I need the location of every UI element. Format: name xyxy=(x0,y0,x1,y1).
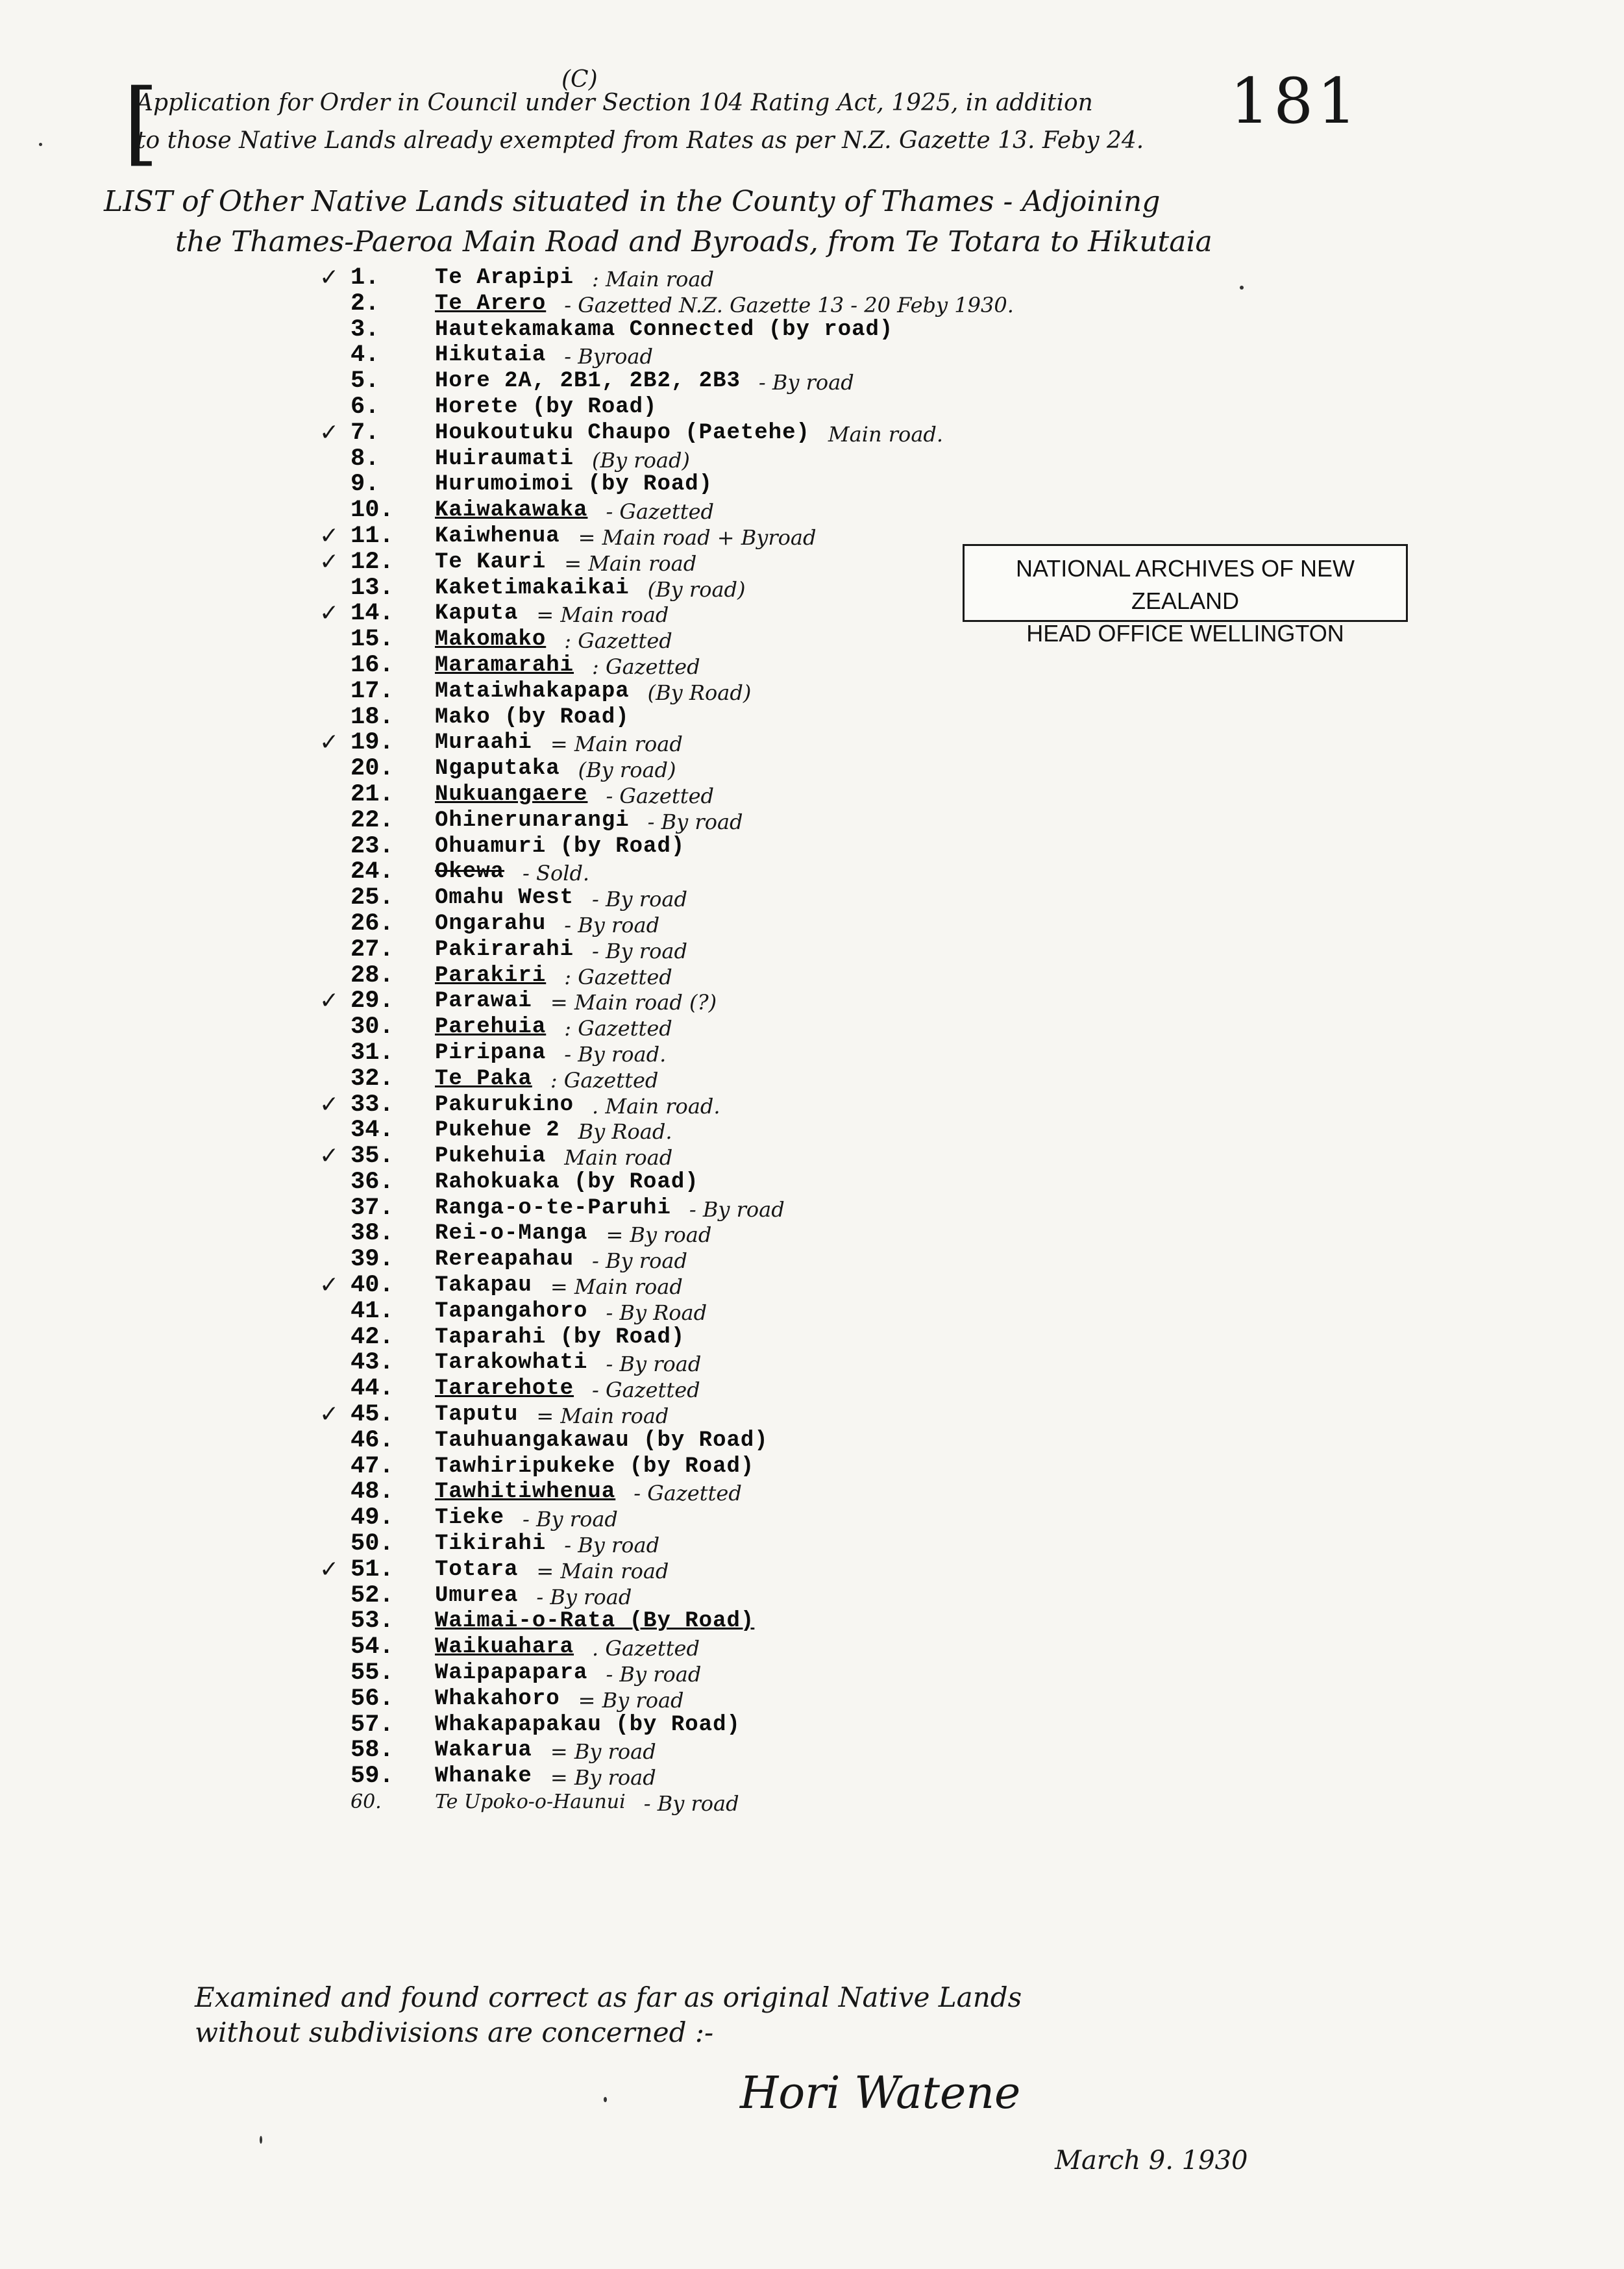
land-name: Te Kauri xyxy=(435,549,547,575)
land-name: Waikuahara xyxy=(435,1635,574,1660)
land-name: Mataiwhakapapa xyxy=(435,678,630,704)
entry-number: 15. xyxy=(351,626,394,654)
entry-number: 33. xyxy=(351,1091,394,1119)
entry-number: 13. xyxy=(351,574,394,602)
entry-number: 48. xyxy=(351,1478,394,1506)
road-note: (By road) xyxy=(647,577,746,602)
road-note: = By road xyxy=(606,1222,712,1248)
signature-date: March 9. 1930 xyxy=(1055,2146,1248,2176)
land-name: Wakarua xyxy=(435,1738,532,1763)
land-name: Ohinerunarangi xyxy=(435,808,630,833)
entry-number: 27. xyxy=(351,936,394,963)
list-item xyxy=(325,368,1298,394)
list-item xyxy=(325,704,1298,730)
list-item xyxy=(325,808,1298,834)
list-item xyxy=(325,859,1298,885)
entry-number: 18. xyxy=(351,703,394,731)
list-item xyxy=(325,1583,1298,1609)
list-item xyxy=(319,1143,1298,1171)
road-note: (By Road) xyxy=(647,680,752,705)
scan-speck xyxy=(604,2097,607,2102)
entry-number: 22. xyxy=(351,806,394,834)
list-item xyxy=(325,1040,1298,1066)
road-note: - Sold. xyxy=(523,861,590,886)
entry-number: 50. xyxy=(351,1530,394,1558)
road-note: - By road xyxy=(689,1196,785,1222)
header-note-line: Application for Order in Council under Section 104 Rating Act, 1925, in addition xyxy=(136,90,1093,116)
land-name: Tieke xyxy=(435,1506,505,1531)
entry-number: 46. xyxy=(351,1426,394,1454)
bracket-mark: [ xyxy=(123,70,159,176)
list-item xyxy=(319,522,1298,550)
road-note: (By road) xyxy=(578,758,676,783)
scan-speck xyxy=(39,143,42,146)
road-note: . Main road. xyxy=(592,1093,720,1119)
entry-number: 40. xyxy=(351,1272,394,1300)
land-name: Kaputa xyxy=(435,601,519,626)
title-line: LIST of Other Native Lands situated in the County of Thames - Adjoining xyxy=(104,185,1161,218)
road-note: - By Road xyxy=(606,1300,707,1325)
list-item xyxy=(319,987,1298,1015)
list-item xyxy=(319,1272,1298,1300)
road-note: : Gazetted xyxy=(564,964,672,989)
road-note: - By road xyxy=(523,1507,618,1532)
entry-number: 9. xyxy=(351,471,380,499)
entry-number: 3. xyxy=(351,316,380,343)
land-name: Tarakowhati xyxy=(435,1350,588,1376)
road-note: = Main road xyxy=(550,1274,683,1300)
entry-number: 19. xyxy=(351,729,394,757)
list-item xyxy=(325,1246,1298,1272)
entry-number: 8. xyxy=(351,445,380,473)
land-name: Te Arapipi xyxy=(435,266,574,290)
header-note-line: to those Native Lands already exempted from Rates as per N.Z. Gazette 13. Feby 24. xyxy=(136,127,1144,154)
check-mark: ✓ xyxy=(319,548,339,575)
list-item xyxy=(325,963,1298,989)
list-item xyxy=(325,446,1298,472)
entry-number: 38. xyxy=(351,1220,394,1248)
entry-number: 32. xyxy=(351,1065,394,1093)
check-mark: ✓ xyxy=(319,1143,339,1170)
land-name: Ngaputaka xyxy=(435,756,560,782)
entry-number: 36. xyxy=(351,1168,394,1196)
road-note: . Gazetted xyxy=(592,1636,700,1661)
list-item xyxy=(325,678,1298,704)
entry-number: 21. xyxy=(351,780,394,808)
entry-number: 60. xyxy=(351,1791,382,1814)
road-note: = Main road xyxy=(536,602,669,628)
road-note: - By road xyxy=(758,370,854,395)
land-name: Parakiri xyxy=(435,963,547,988)
road-note: - Gazetted xyxy=(634,1481,742,1506)
entry-number: 56. xyxy=(351,1685,394,1713)
land-name: Waipapapara xyxy=(435,1661,588,1686)
land-name: Taparahi (by Road) xyxy=(435,1324,685,1350)
land-name: Te Arero xyxy=(435,291,547,316)
page-number: 181 xyxy=(1230,65,1361,138)
land-name: Muraahi xyxy=(435,730,532,756)
stamp-line: HEAD OFFICE WELLINGTON xyxy=(1026,620,1344,647)
land-name: Tawhitiwhenua xyxy=(435,1480,616,1505)
road-note: : Gazetted xyxy=(564,1016,672,1041)
road-note: - By road xyxy=(643,1791,739,1816)
land-name: Omahu West xyxy=(435,886,574,911)
entry-number: 1. xyxy=(351,264,380,291)
entry-number: 30. xyxy=(351,1013,394,1041)
road-note: Main road xyxy=(564,1145,673,1171)
entry-number: 16. xyxy=(351,651,394,679)
header-letter: (C) xyxy=(561,66,598,93)
road-note: - Gazetted xyxy=(606,783,714,808)
entry-number: 14. xyxy=(351,600,394,628)
road-note: - By road xyxy=(564,912,660,937)
land-name: Kaiwhenua xyxy=(435,523,560,549)
road-note: = Main road + Byroad xyxy=(578,525,817,550)
entry-number: 31. xyxy=(351,1039,394,1067)
list-item xyxy=(319,1091,1298,1119)
list-item xyxy=(325,756,1298,782)
land-name: Ohuamuri (by Road) xyxy=(435,834,685,859)
entry-number: 6. xyxy=(351,393,380,421)
road-note: : Gazetted xyxy=(550,1067,659,1093)
land-name: Totara xyxy=(435,1557,519,1582)
land-name: Pukehue 2 xyxy=(435,1118,560,1143)
land-name: Tauhuangakawau (by Road) xyxy=(435,1428,769,1453)
road-note: - By road xyxy=(647,809,743,834)
list-item xyxy=(319,729,1298,757)
entry-number: 39. xyxy=(351,1246,394,1274)
entry-number: 7. xyxy=(351,419,380,447)
land-name: Kaketimakaikai xyxy=(435,575,630,601)
list-item xyxy=(319,264,1298,291)
list-item xyxy=(319,419,1298,447)
entry-number: 43. xyxy=(351,1349,394,1377)
road-note: By Road. xyxy=(578,1119,672,1145)
check-mark: ✓ xyxy=(319,987,339,1015)
list-item xyxy=(325,1350,1298,1376)
entry-number: 34. xyxy=(351,1117,394,1145)
land-name: Rereapahau xyxy=(435,1247,574,1272)
land-name: Hurumoimoi (by Road) xyxy=(435,472,713,497)
list-item xyxy=(319,548,1298,576)
land-name: Te Upoko-o-Haunui xyxy=(435,1791,626,1814)
list-item xyxy=(325,1608,1298,1634)
list-item xyxy=(325,342,1298,368)
entry-number: 20. xyxy=(351,755,394,783)
land-list xyxy=(319,264,1298,1816)
list-item xyxy=(325,911,1298,937)
entry-number: 11. xyxy=(351,522,394,550)
road-note: = By road xyxy=(578,1687,684,1713)
entry-number: 42. xyxy=(351,1323,394,1351)
entry-number: 5. xyxy=(351,367,380,395)
road-note: - By road xyxy=(606,1352,702,1377)
entry-number: 12. xyxy=(351,548,394,576)
check-mark: ✓ xyxy=(319,419,339,446)
land-name: Ranga-o-te-Paruhi xyxy=(435,1195,671,1221)
land-name: Parehuia xyxy=(435,1015,547,1040)
signature: Hori Watene xyxy=(740,2068,1021,2119)
entry-number: 24. xyxy=(351,858,394,886)
road-note: - By road xyxy=(592,1248,687,1274)
entry-number: 45. xyxy=(351,1401,394,1429)
land-name: Kaiwakawaka xyxy=(435,498,588,523)
list-item xyxy=(325,1376,1298,1402)
check-mark: ✓ xyxy=(319,1091,339,1118)
list-item xyxy=(325,1195,1298,1221)
entry-number: 41. xyxy=(351,1297,394,1325)
entry-number: 29. xyxy=(351,987,394,1015)
road-note: = Main road xyxy=(550,732,683,757)
list-item xyxy=(325,1454,1298,1480)
entry-number: 23. xyxy=(351,832,394,860)
entry-number: 17. xyxy=(351,677,394,705)
entry-number: 57. xyxy=(351,1711,394,1739)
land-name: Mako (by Road) xyxy=(435,704,630,730)
title-line: the Thames-Paeroa Main Road and Byroads, from Te Totara to Hikutaia xyxy=(175,225,1212,258)
land-name: Waimai-o-Rata (By Road) xyxy=(435,1609,755,1634)
road-note: : Main road xyxy=(592,267,714,291)
road-note: = Main road xyxy=(536,1558,669,1583)
check-mark: ✓ xyxy=(319,729,339,756)
entry-number: 26. xyxy=(351,910,394,937)
land-name: Houkoutuku Chaupo (Paetehe) xyxy=(435,420,810,445)
road-note: - By road xyxy=(592,938,687,963)
road-note: = By road xyxy=(550,1765,656,1791)
road-note: = Main road xyxy=(536,1404,669,1429)
entry-number: 59. xyxy=(351,1763,394,1791)
land-name: Whakapapakau (by Road) xyxy=(435,1712,741,1737)
road-note: - Gazetted xyxy=(592,1378,700,1403)
entry-number: 4. xyxy=(351,341,380,369)
land-name: Whanake xyxy=(435,1764,532,1789)
land-name: Maramarahi xyxy=(435,652,574,678)
road-note: : Gazetted xyxy=(564,628,672,654)
list-title xyxy=(104,182,1285,262)
land-name: Taputu xyxy=(435,1402,519,1428)
land-name: Tararehote xyxy=(435,1376,574,1402)
list-item xyxy=(325,394,1298,420)
list-item xyxy=(325,1531,1298,1557)
road-note: : Gazetted xyxy=(592,654,700,679)
list-item xyxy=(325,1505,1298,1531)
road-note: (By road) xyxy=(592,447,690,473)
road-note: - By road xyxy=(606,1662,702,1687)
list-item xyxy=(325,1660,1298,1686)
road-note: = Main road (?) xyxy=(550,990,717,1015)
list-item xyxy=(325,1066,1298,1092)
land-name: Horete (by Road) xyxy=(435,394,658,419)
check-mark: ✓ xyxy=(319,264,339,291)
check-mark: ✓ xyxy=(319,600,339,627)
road-note: - By road. xyxy=(564,1041,667,1067)
list-item xyxy=(325,1479,1298,1505)
entry-number: 10. xyxy=(351,497,394,525)
list-item xyxy=(325,1789,1298,1815)
list-item xyxy=(319,1556,1298,1583)
land-name: Whakahoro xyxy=(435,1686,560,1711)
land-name: Hore 2A, 2B1, 2B2, 2B3 xyxy=(435,369,741,394)
check-mark: ✓ xyxy=(319,1556,339,1583)
land-name: Nukuangaere xyxy=(435,782,588,807)
list-item xyxy=(325,782,1298,808)
list-item xyxy=(325,1712,1298,1738)
land-name: Makomako xyxy=(435,627,547,652)
land-name: Piripana xyxy=(435,1040,547,1065)
certification-line: Examined and found correct as far as original Native Lands xyxy=(195,1981,1022,2013)
list-item xyxy=(325,937,1298,963)
stamp-line: NATIONAL ARCHIVES OF NEW ZEALAND xyxy=(1015,555,1355,614)
entry-number: 47. xyxy=(351,1452,394,1480)
road-note: = Main road xyxy=(564,551,697,576)
entry-number: 51. xyxy=(351,1556,394,1583)
road-note: - By road xyxy=(536,1584,632,1609)
list-item xyxy=(325,497,1298,523)
list-item xyxy=(325,1634,1298,1660)
land-name: Ongarahu xyxy=(435,911,547,936)
road-note: = By road xyxy=(550,1739,656,1765)
land-name: Umurea xyxy=(435,1583,519,1608)
land-name: Tawhiripukeke (by Road) xyxy=(435,1454,755,1479)
land-name: Okewa xyxy=(435,860,505,885)
road-note: - Gazetted xyxy=(606,499,714,525)
land-name: Rahokuaka (by Road) xyxy=(435,1169,699,1195)
road-note: - By road xyxy=(564,1533,660,1558)
road-note: - By road xyxy=(592,887,687,912)
entry-number: 25. xyxy=(351,884,394,912)
list-item xyxy=(319,1401,1298,1429)
list-item xyxy=(319,600,1298,628)
certification-note xyxy=(195,1980,1233,2050)
certification-line: without subdivisions are concerned :- xyxy=(195,2016,714,2048)
list-item xyxy=(325,1014,1298,1040)
list-item xyxy=(325,575,1298,601)
list-item xyxy=(325,1428,1298,1454)
land-name: Pukehuia xyxy=(435,1144,547,1169)
list-item xyxy=(325,1737,1298,1763)
land-name: Huiraumati xyxy=(435,446,574,471)
entry-number: 58. xyxy=(351,1737,394,1765)
list-item xyxy=(325,1686,1298,1712)
land-name: Te Paka xyxy=(435,1066,532,1091)
check-mark: ✓ xyxy=(319,1272,339,1299)
entry-number: 55. xyxy=(351,1659,394,1687)
land-name: Hautekamakama Connected (by road) xyxy=(435,317,894,342)
land-name: Pakirarahi xyxy=(435,937,574,962)
list-item xyxy=(325,626,1298,652)
list-item xyxy=(325,317,1298,343)
list-item xyxy=(325,1763,1298,1789)
land-name: Parawai xyxy=(435,989,532,1014)
entry-number: 37. xyxy=(351,1194,394,1222)
road-note: - Gazetted N.Z. Gazette 13 - 20 Feby 1930. xyxy=(564,292,1014,317)
road-note: - Byroad xyxy=(564,344,653,369)
entry-number: 28. xyxy=(351,961,394,989)
list-item xyxy=(325,1221,1298,1246)
entry-number: 52. xyxy=(351,1581,394,1609)
entry-number: 53. xyxy=(351,1607,394,1635)
land-name: Takapau xyxy=(435,1273,532,1298)
land-name: Tikirahi xyxy=(435,1531,547,1557)
entry-number: 44. xyxy=(351,1375,394,1403)
list-item xyxy=(325,834,1298,860)
land-name: Tapangahoro xyxy=(435,1298,588,1324)
list-item xyxy=(325,652,1298,678)
list-item xyxy=(325,471,1298,497)
entry-number: 2. xyxy=(351,290,380,317)
road-note: Main road. xyxy=(828,421,944,447)
list-item xyxy=(325,1324,1298,1350)
list-item xyxy=(325,885,1298,911)
entry-number: 54. xyxy=(351,1633,394,1661)
scan-speck xyxy=(1240,286,1244,290)
entry-number: 49. xyxy=(351,1504,394,1532)
header-note xyxy=(123,66,1253,176)
list-item xyxy=(325,291,1298,317)
land-name: Rei-o-Manga xyxy=(435,1221,588,1246)
check-mark: ✓ xyxy=(319,1401,339,1428)
scan-speck xyxy=(260,2136,262,2144)
land-name: Hikutaia xyxy=(435,343,547,368)
list-item xyxy=(325,1298,1298,1324)
list-item xyxy=(325,1169,1298,1195)
land-name: Pakurukino xyxy=(435,1092,574,1117)
check-mark: ✓ xyxy=(319,522,339,549)
entry-number: 35. xyxy=(351,1143,394,1171)
list-item xyxy=(325,1117,1298,1143)
